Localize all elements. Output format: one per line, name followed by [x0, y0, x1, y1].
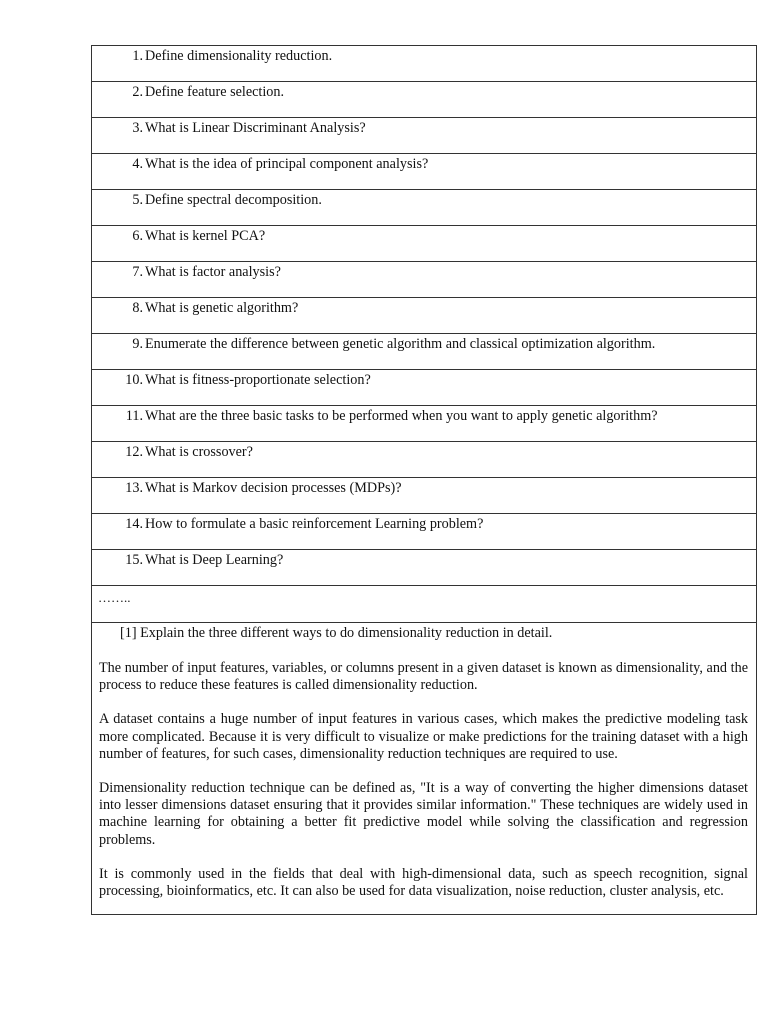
answer-paragraph: A dataset contains a huge number of input features in various cases, which makes the predictive modeling task more complicated. Because it is very difficult to visualize or make predictions for the training dataset with a high number of features, for such cases, dimensionality reduction techniques are required to use. [99, 711, 748, 762]
question-number: 15. [125, 552, 143, 568]
question-number: 4. [132, 156, 143, 172]
question-text: Define feature selection. [145, 84, 285, 100]
answer-paragraph: Dimensionality reduction technique can be defined as, "It is a way of converting the higher dimensions dataset into lesser dimensions dataset ensuring that it provides similar information." These techniques are widely used in machine learning for obtaining a better fit predictive model while solving the classification and regression problems. [99, 780, 748, 848]
question-cell [92, 154, 757, 190]
question-row [92, 370, 757, 406]
question-row [92, 550, 757, 586]
ellipsis-cell: …….. [92, 586, 757, 623]
question-row [92, 406, 757, 442]
question-cell [92, 298, 757, 334]
question-text: What is Deep Learning? [145, 552, 284, 568]
question-number: 14. [125, 516, 143, 532]
question-row [92, 262, 757, 298]
question-row [92, 118, 757, 154]
question-row [92, 82, 757, 118]
question-number: 5. [132, 192, 143, 208]
question-number: 6. [132, 228, 143, 244]
question-text: What is Linear Discriminant Analysis? [145, 120, 366, 136]
question-number: 13. [125, 480, 143, 496]
ellipsis-row [92, 586, 757, 623]
question-text: What is Markov decision processes (MDPs)? [145, 480, 402, 496]
question-row [92, 226, 757, 262]
question-text: What is crossover? [145, 444, 253, 460]
question-table [91, 45, 757, 915]
question-text: How to formulate a basic reinforcement Learning problem? [145, 516, 484, 532]
question-text: Define spectral decomposition. [145, 192, 322, 208]
question-number: 7. [132, 264, 143, 280]
question-row [92, 298, 757, 334]
answer-cell [92, 623, 757, 915]
question-text: Enumerate the difference between genetic algorithm and classical optimization algorithm. [145, 336, 656, 352]
question-number: 2. [132, 84, 143, 100]
question-cell [92, 334, 757, 370]
answer-paragraph: It is commonly used in the fields that deal with high-dimensional data, such as speech recognition, signal processing, bioinformatics, etc. It can also be used for data visualization, noise reduction, cluster analysis, etc. [99, 865, 748, 900]
question-cell [92, 406, 757, 442]
question-cell [92, 478, 757, 514]
question-number: 12. [125, 444, 143, 460]
question-row [92, 478, 757, 514]
question-cell [92, 550, 757, 586]
question-cell [92, 46, 757, 82]
question-cell [92, 370, 757, 406]
question-cell [92, 226, 757, 262]
answer-paragraph: The number of input features, variables, or columns present in a given dataset is known as dimensionality, and the process to reduce these features is called dimensionality reduction. [99, 660, 748, 694]
question-cell [92, 442, 757, 478]
question-cell [92, 190, 757, 226]
question-row [92, 190, 757, 226]
answer-row [92, 623, 757, 915]
question-row [92, 334, 757, 370]
question-text: What are the three basic tasks to be performed when you want to apply genetic algorithm? [145, 408, 658, 424]
question-cell [92, 118, 757, 154]
question-cell [92, 82, 757, 118]
question-number: 8. [132, 300, 143, 316]
question-text: What is kernel PCA? [145, 228, 266, 244]
question-text: What is factor analysis? [145, 264, 281, 280]
question-number: 9. [132, 336, 143, 352]
question-text: What is the idea of principal component analysis? [145, 156, 429, 172]
question-number: 11. [125, 408, 143, 424]
question-cell [92, 514, 757, 550]
question-text: What is fitness-proportionate selection? [145, 372, 371, 388]
question-number: 10. [125, 372, 143, 388]
question-number: 1. [132, 48, 143, 64]
question-row [92, 514, 757, 550]
question-row [92, 154, 757, 190]
answer-heading: [1] Explain the three different ways to do dimensionality reduction in detail. [120, 625, 553, 641]
question-row [92, 46, 757, 82]
question-row [92, 442, 757, 478]
question-cell [92, 262, 757, 298]
question-text: Define dimensionality reduction. [145, 48, 333, 64]
question-text: What is genetic algorithm? [145, 300, 299, 316]
question-number: 3. [132, 120, 143, 136]
